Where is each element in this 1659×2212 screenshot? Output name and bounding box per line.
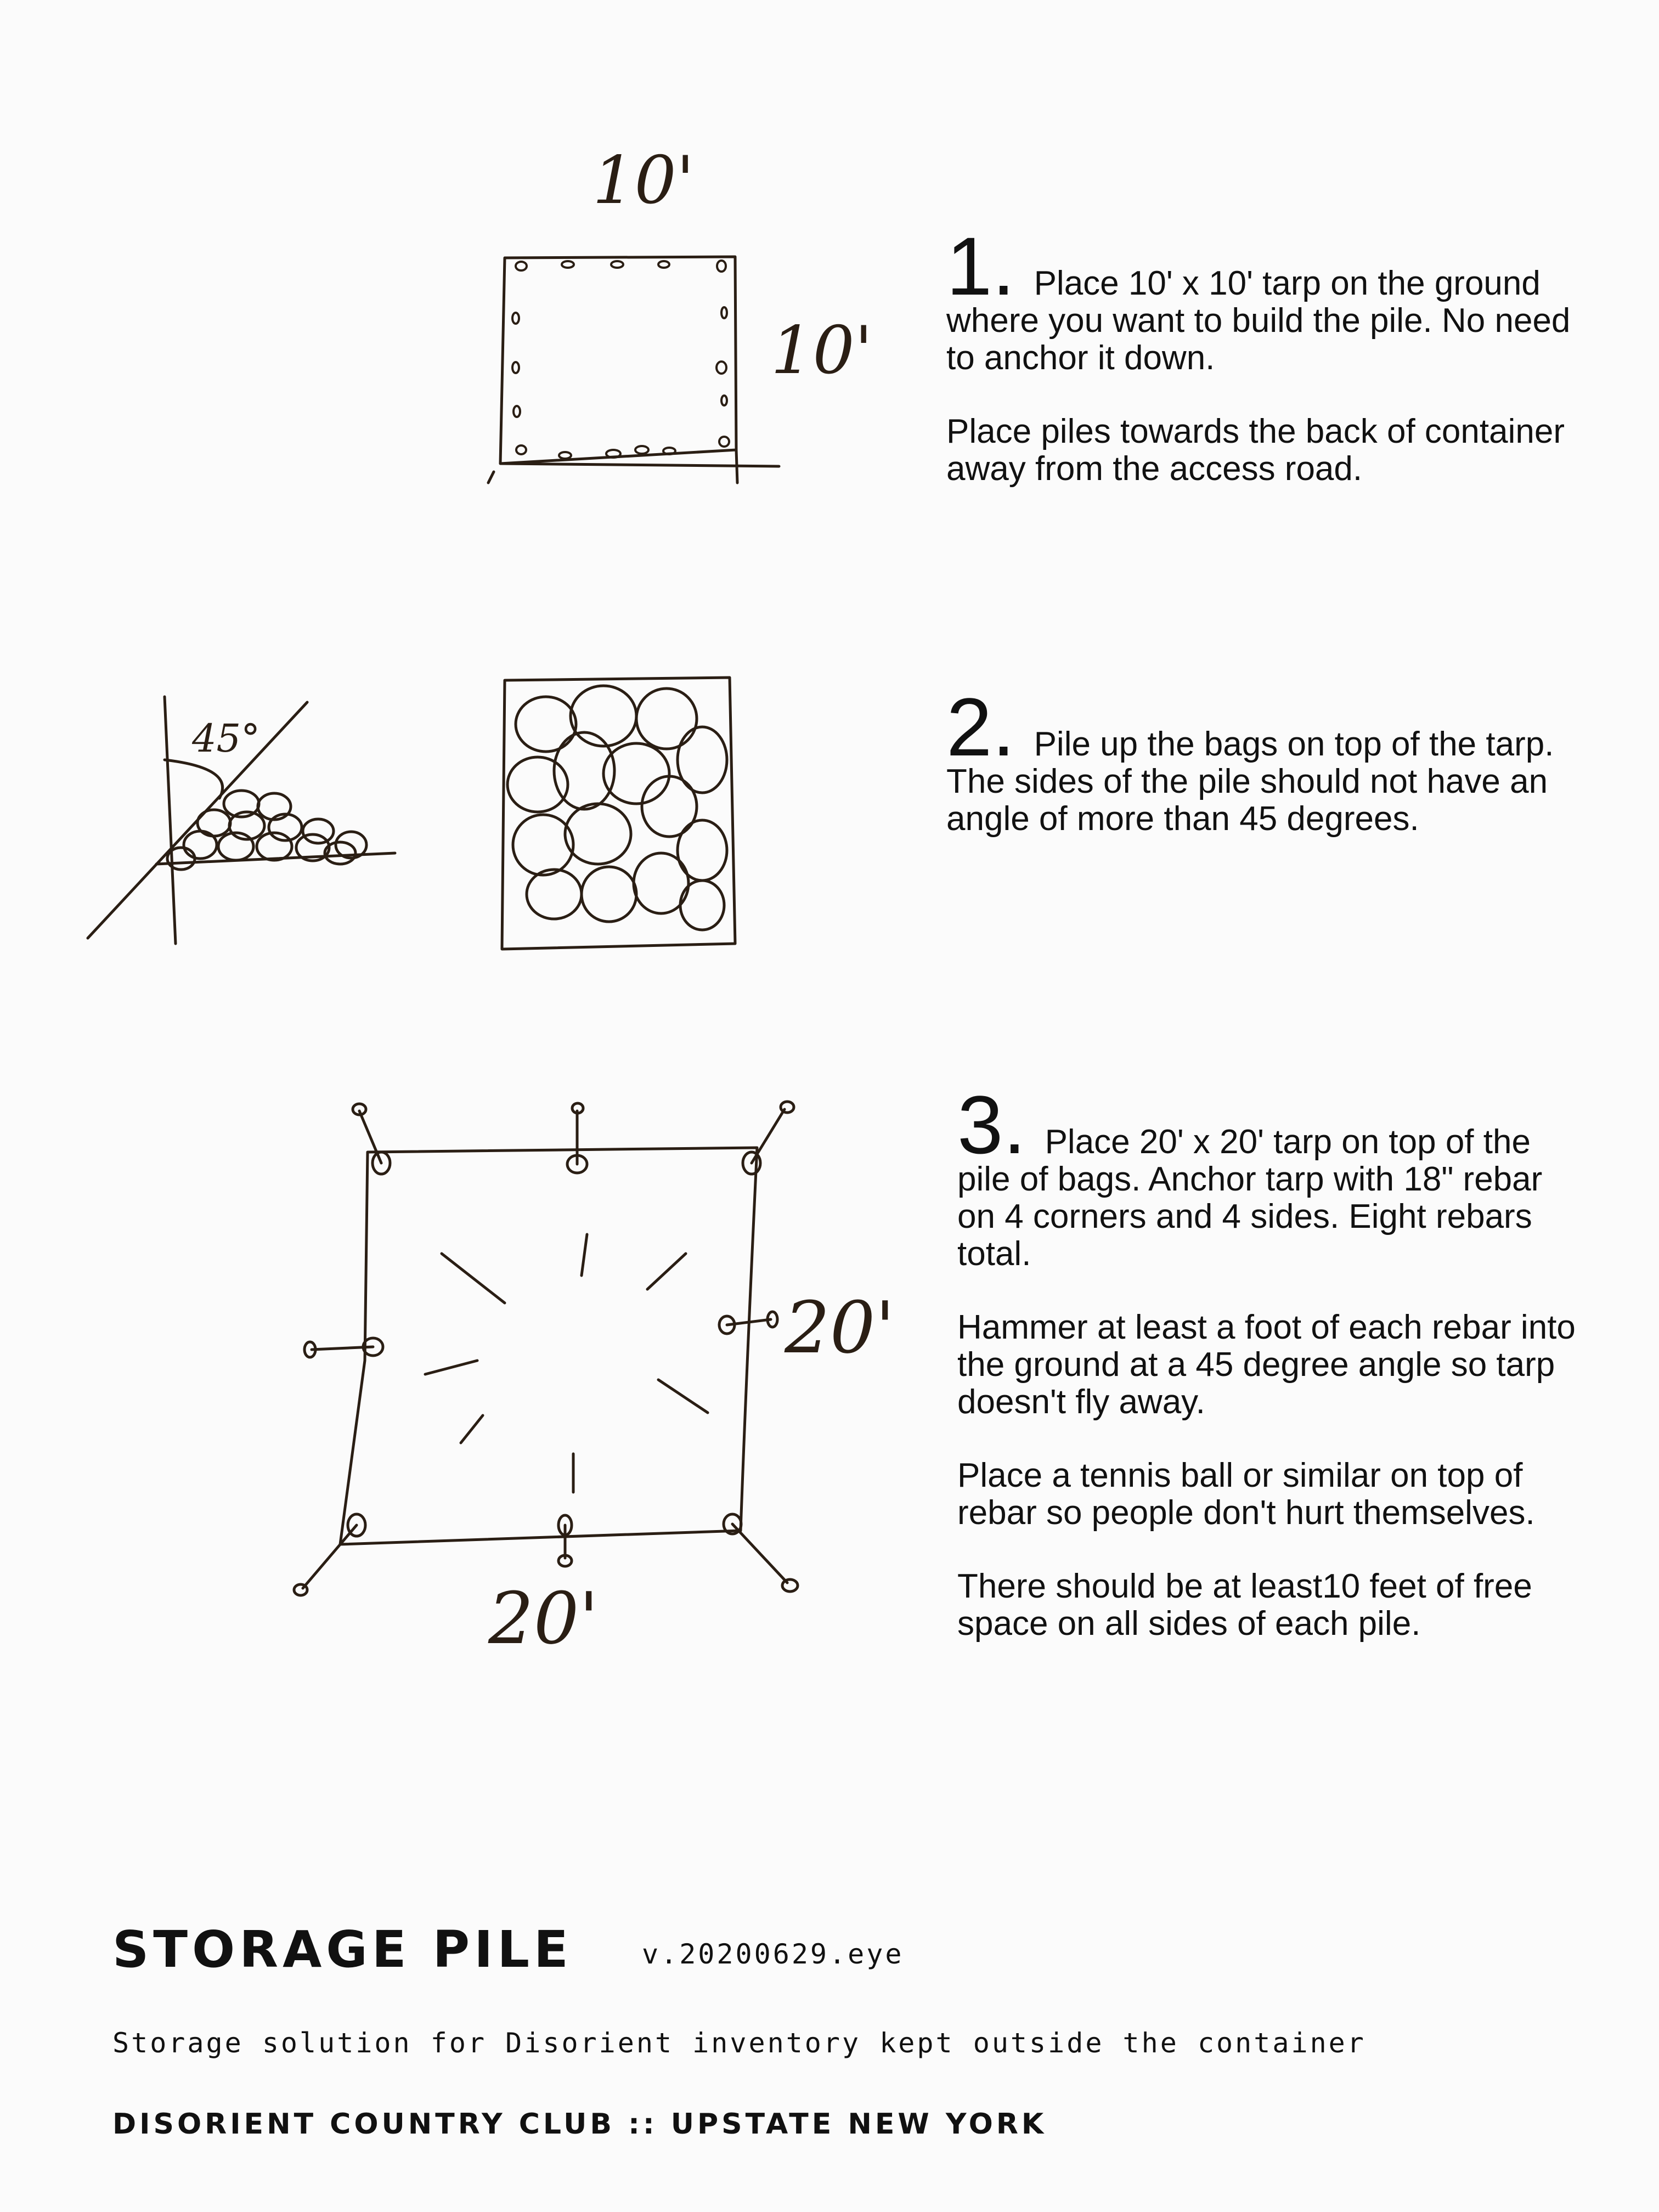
- rebar-anchors: [294, 1102, 798, 1595]
- step-3-note-space: There should be at least10 feet of free space on all sides of each pile.: [957, 1567, 1532, 1643]
- step-1-text: Place 10' x 10' tarp on the ground where you want to build the pile. No need to anchor it down.: [946, 264, 1571, 377]
- tarp2-width-label: 20': [488, 1577, 599, 1660]
- tarp2-height-label: 20': [785, 1286, 895, 1369]
- step-3-note-tennis: Place a tennis ball or similar on top of rebar so people don't hurt themselves.: [957, 1457, 1535, 1532]
- footer-credit: DISORIENT COUNTRY CLUB :: UPSTATE NEW YORK: [112, 2108, 1047, 2141]
- description: Storage solution for Disorient inventory kept outside the container: [112, 2027, 1366, 2059]
- step-1-note: Place piles towards the back of container away from the access road.: [946, 413, 1565, 488]
- step-2-number: 2.: [946, 681, 1015, 773]
- step-2: [946, 681, 1572, 874]
- tarp1-outline: [488, 257, 779, 483]
- tarp1-height-label: 10': [771, 313, 873, 389]
- step-1-number: 1.: [946, 220, 1015, 312]
- sketch-pile-top: [494, 669, 746, 977]
- pile-frame: [502, 678, 735, 949]
- angle-label: 45°: [192, 716, 261, 761]
- page-title: STORAGE PILE: [112, 1920, 573, 1979]
- step-3-number: 3.: [957, 1079, 1026, 1171]
- sketch-small-tarp: [472, 143, 873, 505]
- step-3: [957, 1079, 1583, 1679]
- tarp2-outline: [340, 1148, 757, 1544]
- sketch-pile-angle: [82, 680, 411, 966]
- version-label: v.20200629.eye: [642, 1938, 904, 1970]
- step-2-text: Pile up the bags on top of the tarp. The sides of the pile should not have an angle of more than 45 degrees.: [946, 725, 1554, 838]
- sketch-large-tarp: [274, 1075, 933, 1668]
- step-3-note-hammer: Hammer at least a foot of each rebar into the ground at a 45 degree angle so tarp doesn't fly away.: [957, 1308, 1576, 1421]
- grommets: [512, 261, 729, 459]
- step-3-text: Place 20' x 20' tarp on top of the pile of bags. Anchor tarp with 18" rebar on 4 corners and 4 sides. Eight rebars total.: [957, 1123, 1543, 1273]
- step-1: [946, 220, 1572, 524]
- side-bags: [167, 791, 366, 870]
- angle-arc: [165, 760, 223, 798]
- sun-strokes: [425, 1234, 708, 1492]
- top-bags: [507, 686, 727, 930]
- tarp1-width-label: 10': [592, 143, 695, 219]
